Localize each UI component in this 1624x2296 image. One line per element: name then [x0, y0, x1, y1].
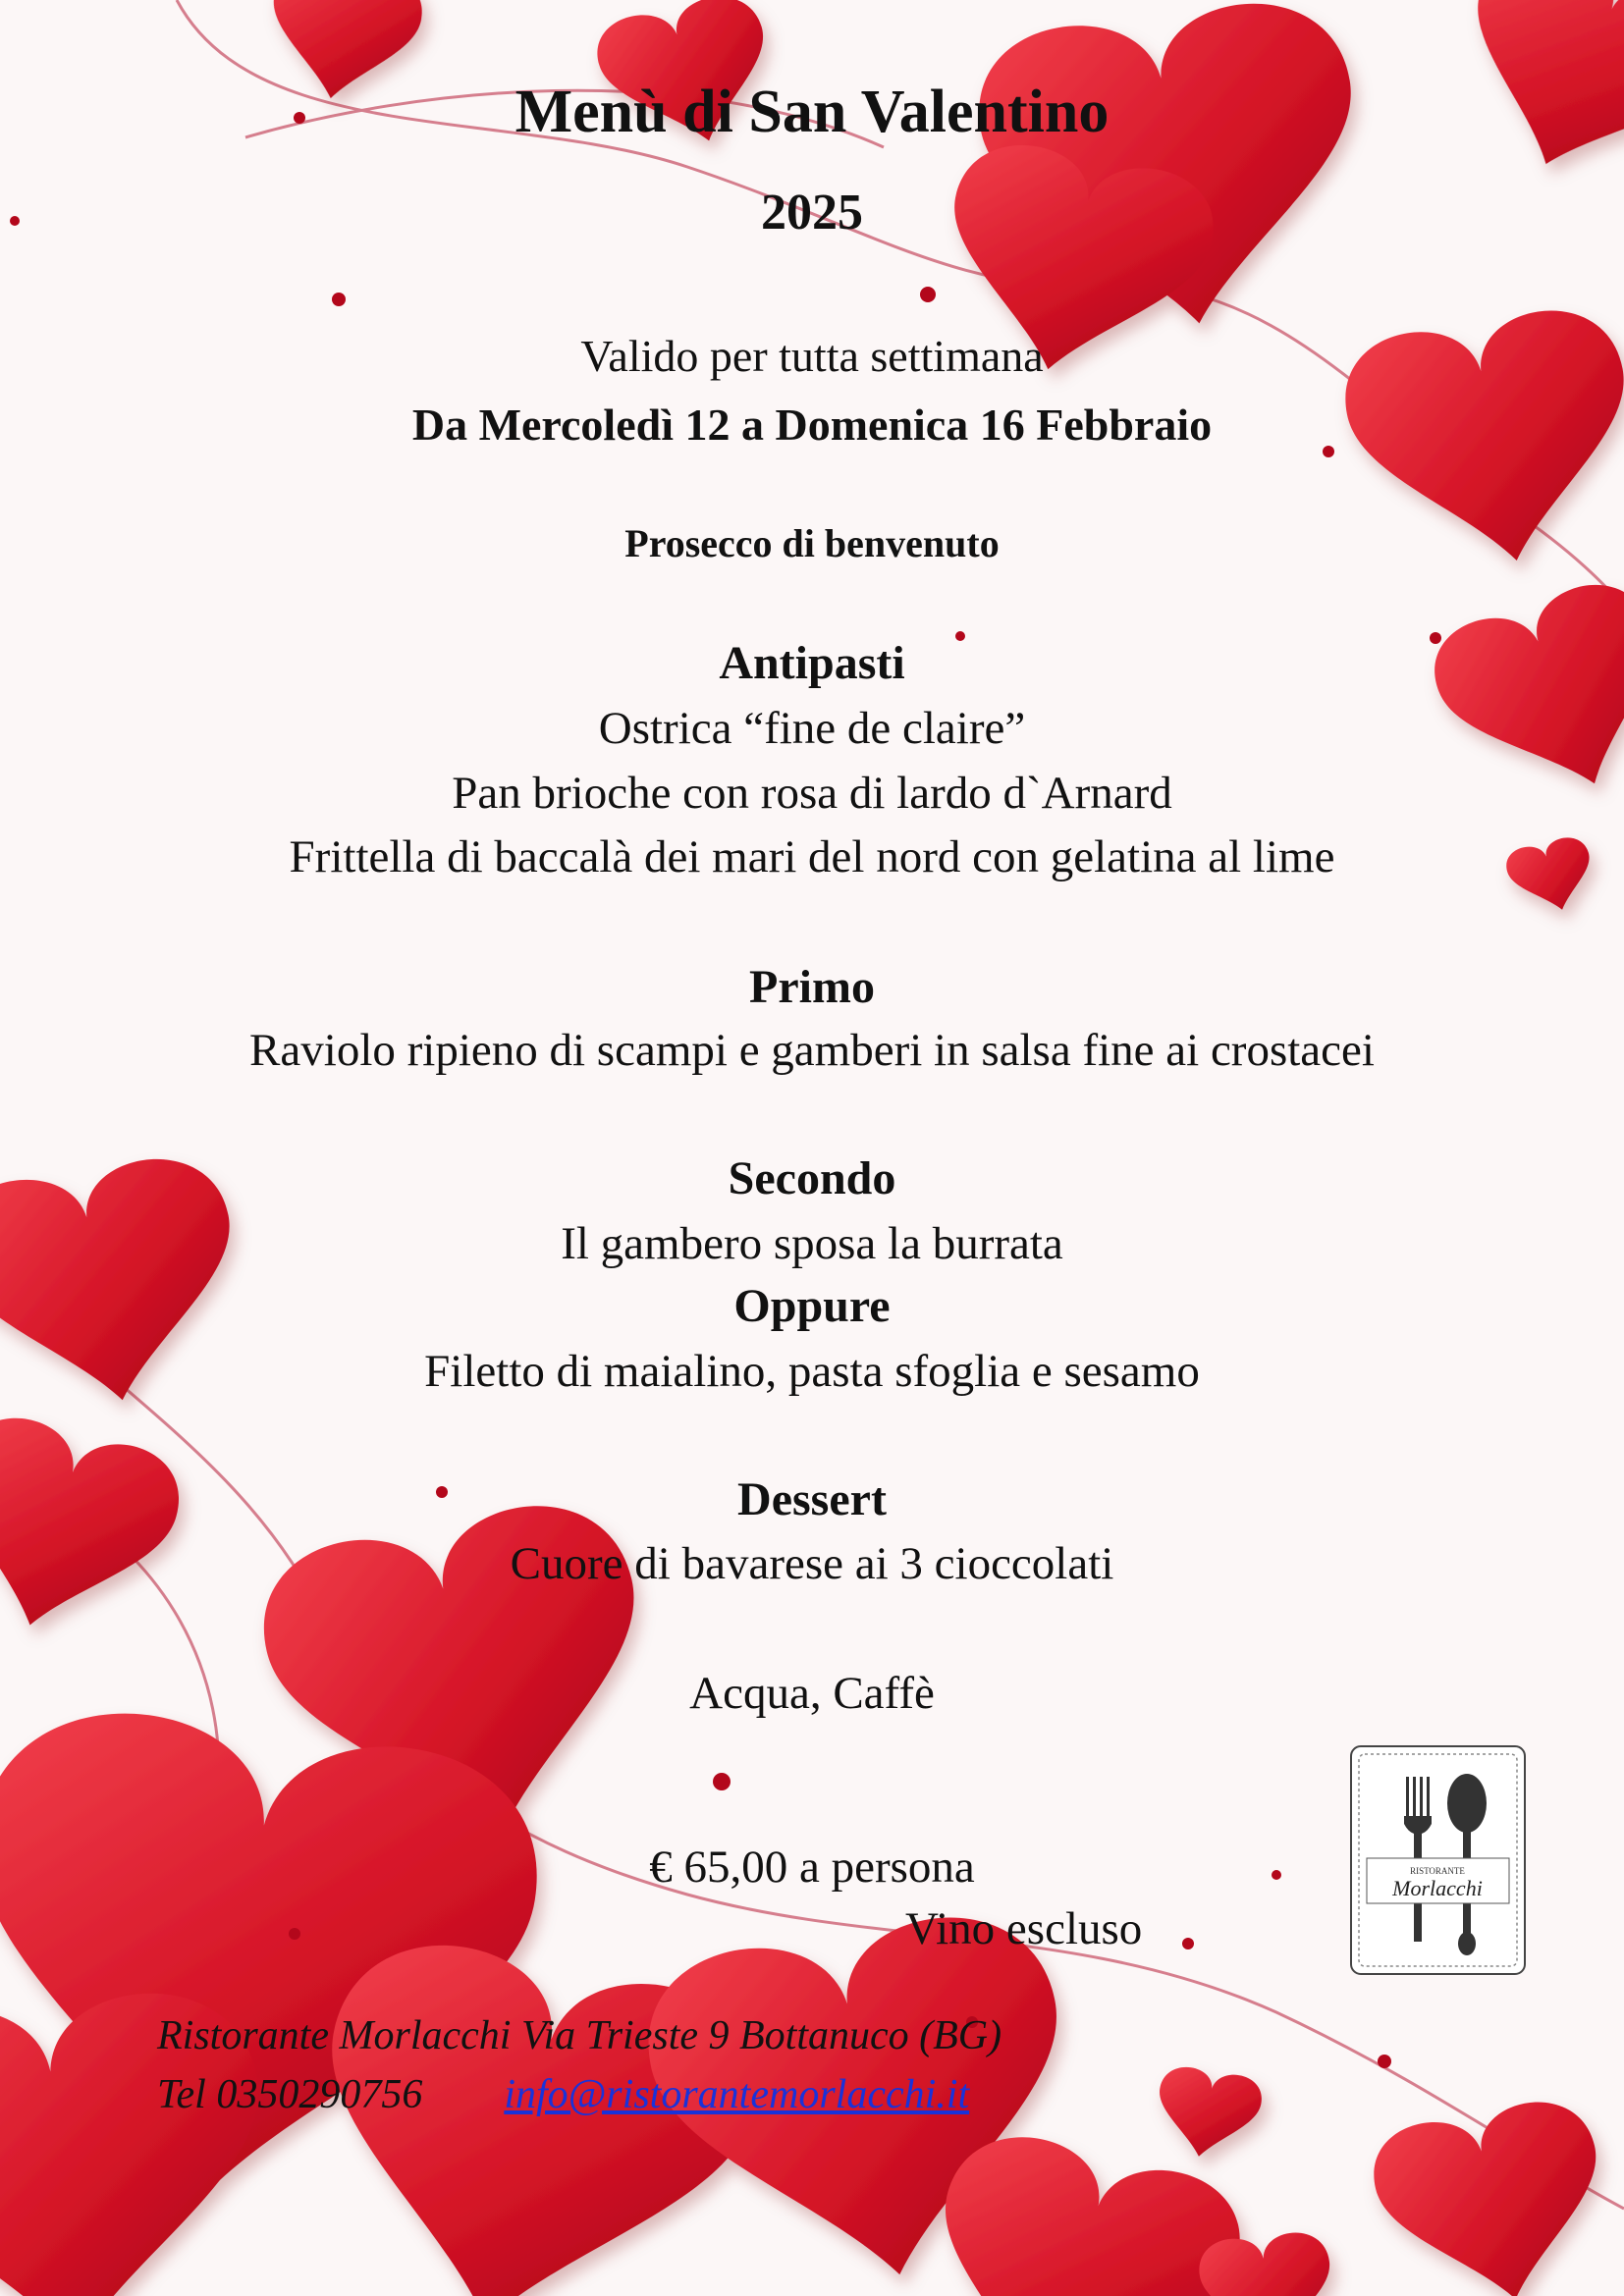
extras-text: Acqua, Caffè: [689, 1668, 935, 1719]
antipasti-heading: Antipasti: [719, 637, 905, 689]
primo-heading: Primo: [749, 961, 875, 1013]
price-text: € 65,00 a persona: [649, 1842, 975, 1893]
footer-phone: Tel 0350290756: [157, 2072, 423, 2117]
dessert-heading: Dessert: [737, 1473, 887, 1525]
antipasti-item-1: Ostrica “fine de claire”: [598, 703, 1026, 754]
validity-text: Valido per tutta settimana: [580, 331, 1044, 381]
secondo-item-2: Filetto di maialino, pasta sfoglia e sesamo: [424, 1346, 1200, 1397]
logo-name: Morlacchi: [1392, 1876, 1483, 1900]
antipasti-item-2: Pan brioche con rosa di lardo d`Arnard: [452, 768, 1172, 819]
primo-item-1: Raviolo ripieno di scampi e gamberi in salsa fine ai crostacei: [249, 1025, 1375, 1076]
menu-year: 2025: [761, 185, 863, 240]
wine-note: Vino escluso: [905, 1903, 1143, 1954]
dessert-item-1: Cuore di bavarese ai 3 cioccolati: [510, 1538, 1114, 1589]
welcome-drink: Prosecco di benvenuto: [624, 521, 1000, 565]
antipasti-item-3: Frittella di baccalà dei mari del nord con gelatina al lime: [289, 831, 1335, 882]
logo-small-text: RISTORANTE: [1410, 1866, 1465, 1876]
restaurant-logo: [1347, 1742, 1529, 1978]
footer-email-link[interactable]: info@ristorantemorlacchi.it: [504, 2072, 970, 2117]
footer-address: Ristorante Morlacchi Via Trieste 9 Bottanuco (BG): [157, 2013, 1002, 2058]
menu-title: Menù di San Valentino: [514, 79, 1110, 145]
secondo-heading: Secondo: [728, 1152, 896, 1204]
dates-text: Da Mercoledì 12 a Domenica 16 Febbraio: [411, 400, 1213, 450]
footer-contacts: [157, 2071, 969, 2118]
secondo-alternative: Oppure: [733, 1280, 891, 1332]
secondo-item-1: Il gambero sposa la burrata: [561, 1218, 1063, 1269]
